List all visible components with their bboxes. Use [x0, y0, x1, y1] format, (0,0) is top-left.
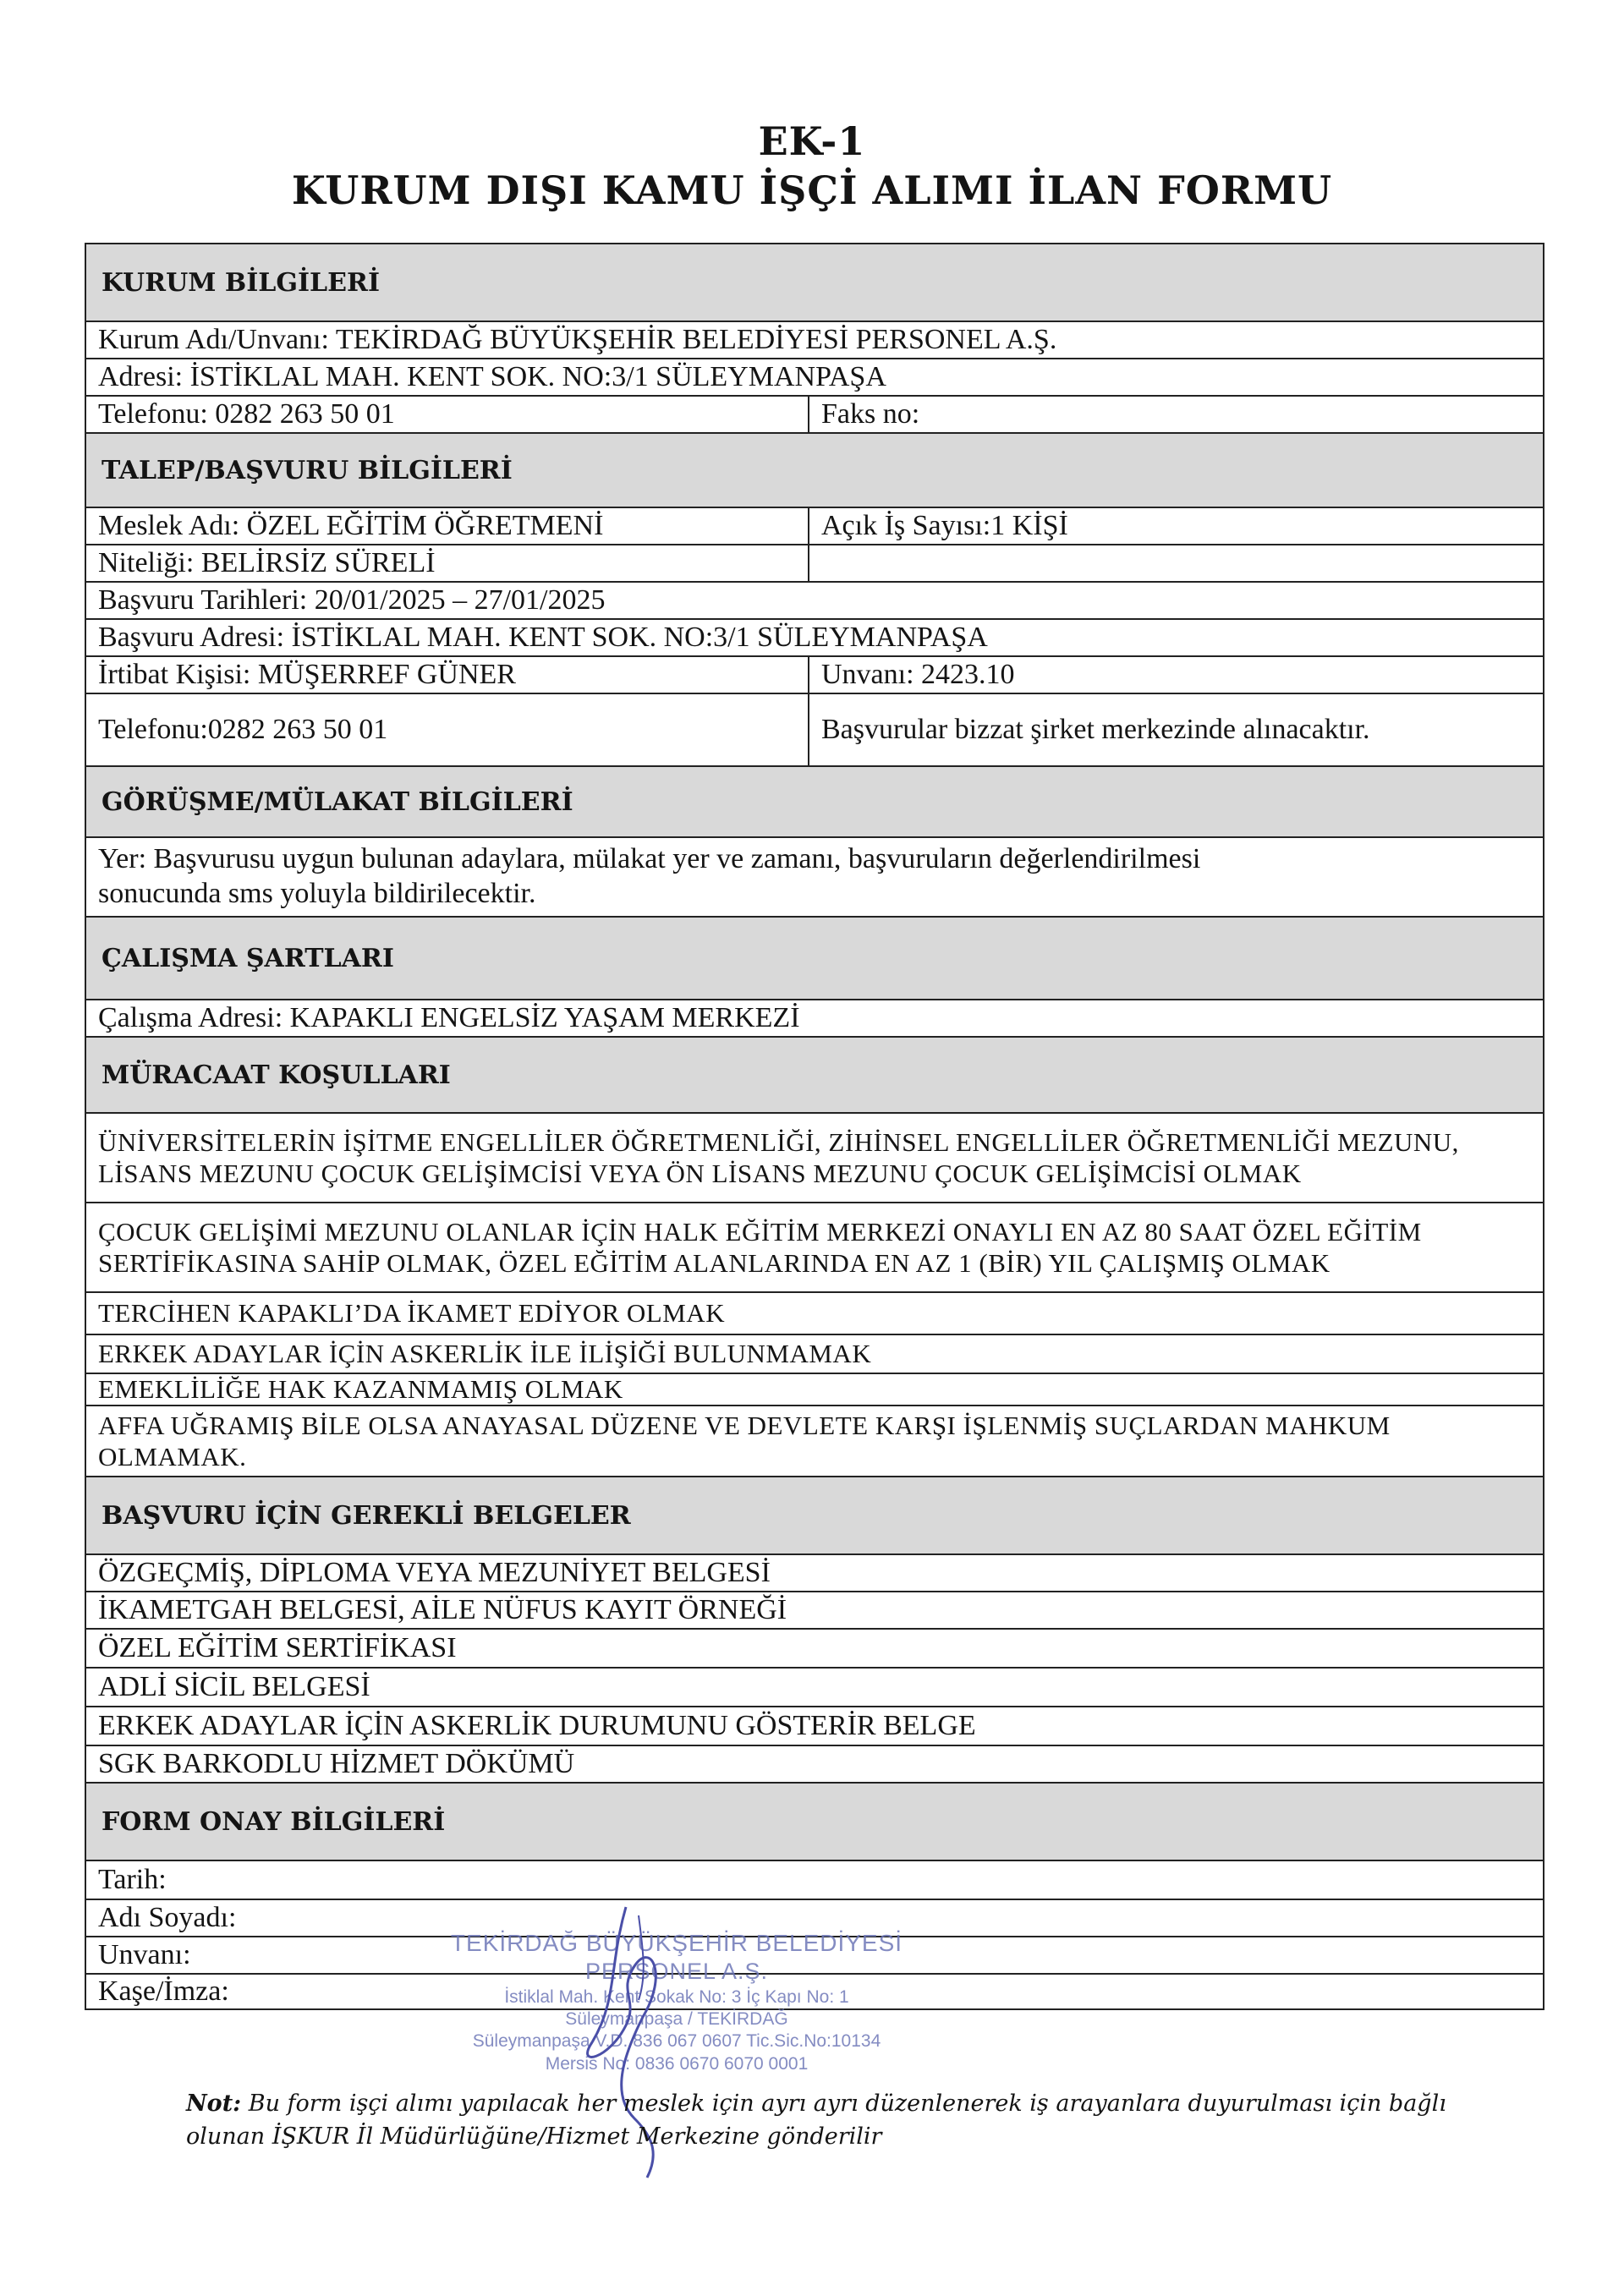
document-row	[86, 1555, 1543, 1592]
condition-row	[86, 1406, 1543, 1477]
condition-line: LİSANS MEZUNU ÇOCUK GELİŞİMCİSİ VEYA ÖN LİSANS MEZUNU ÇOCUK GELİŞİMCİSİ OLMAK	[98, 1159, 1302, 1188]
contact-person: İrtibat Kişisi: MÜŞERREF GÜNER	[86, 657, 809, 693]
stamp-line: Süleymanpaşa / TEKİRDAĞ	[565, 2009, 788, 2029]
approval-stamp-label: Kaşe/İmza:	[98, 1975, 229, 2007]
document-row	[86, 1746, 1543, 1784]
section-kurum	[86, 244, 1543, 322]
stamp-line: Mersis No: 0836 0670 6070 0001	[545, 2053, 809, 2074]
document-item: ADLİ SİCİL BELGESİ	[98, 1670, 370, 1702]
condition-item	[86, 1114, 1543, 1202]
footer-note	[186, 2087, 1506, 2153]
section-title-belgeler: BAŞVURU İÇİN GEREKLİ BELGELER	[86, 1477, 1543, 1553]
work-address: Çalışma Adresi: KAPAKLI ENGELSİZ YAŞAM MERKEZİ	[98, 1001, 800, 1033]
condition-line: SERTİFİKASINA SAHİP OLMAK, ÖZEL EĞİTİM ALANLARINDA EN AZ 1 (BİR) YIL ÇALIŞMIŞ OLMAK	[98, 1248, 1330, 1278]
row-talep-phone	[86, 694, 1543, 767]
section-calisma	[86, 918, 1543, 1000]
section-title-calisma: ÇALIŞMA ŞARTLARI	[86, 918, 1543, 999]
interview-place-line1: Yer: Başvurusu uygun bulunan adaylara, mülakat yer ve zamanı, başvuruların değerlendirilmesi	[98, 843, 1201, 875]
application-note: Başvurular bizzat şirket merkezinde alınacaktır.	[821, 713, 1370, 745]
form-title: KURUM DIŞI KAMU İŞÇİ ALIMI İLAN FORMU	[291, 167, 1333, 213]
condition-item: EMEKLİLİĞE HAK KAZANMAMIŞ OLMAK	[98, 1374, 623, 1405]
open-positions: Açık İş Sayısı:1 KİŞİ	[821, 509, 1068, 541]
section-belgeler	[86, 1477, 1543, 1555]
row-talep-dates	[86, 583, 1543, 620]
annex-label: EK-1	[758, 118, 866, 164]
condition-row	[86, 1335, 1543, 1374]
kurum-address: Adresi: İSTİKLAL MAH. KENT SOK. NO:3/1 SÜLEYMANPAŞA	[98, 360, 886, 392]
row-talep-quality	[86, 545, 1543, 583]
approval-row-date	[86, 1861, 1543, 1900]
section-title-muracaat: MÜRACAAT KOŞULLARI	[86, 1038, 1543, 1112]
condition-line: AFFA UĞRAMIŞ BİLE OLSA ANAYASAL DÜZENE VE DEVLETE KARŞI İŞLENMİŞ SUÇLARDAN MAHKUM	[98, 1410, 1391, 1440]
document-row	[86, 1592, 1543, 1630]
document-item: SGK BARKODLU HİZMET DÖKÜMÜ	[98, 1747, 575, 1779]
condition-row	[86, 1203, 1543, 1293]
condition-item: ERKEK ADAYLAR İÇİN ASKERLİK İLE İLİŞİĞİ BULUNMAMAK	[98, 1339, 872, 1369]
section-gorusme	[86, 767, 1543, 838]
approval-name-label: Adı Soyadı:	[98, 1901, 237, 1933]
condition-row	[86, 1114, 1543, 1203]
kurum-fax: Faks no:	[821, 397, 920, 430]
document-row	[86, 1707, 1543, 1746]
footer-note-text: Bu form işçi alımı yapılacak her meslek için ayrı ayrı düzenlenerek iş arayanlara duyurulması için bağlı olunan İŞKUR İl Müdürlüğüne/Hizmet Merkezine gönderilir	[186, 2091, 1446, 2151]
section-talep	[86, 434, 1543, 508]
approval-title-label: Unvanı:	[98, 1938, 191, 1970]
position-quality: Niteliği: BELİRSİZ SÜRELİ	[86, 545, 809, 581]
condition-item	[86, 1406, 1543, 1476]
row-talep-profession	[86, 508, 1543, 545]
row-talep-address	[86, 620, 1543, 657]
row-gorusme-place	[86, 838, 1543, 918]
condition-line: ÜNİVERSİTELERİN İŞİTME ENGELLİLER ÖĞRETMENLİĞİ, ZİHİNSEL ENGELLİLER ÖĞRETMENLİĞİ MEZUNU,	[98, 1126, 1459, 1157]
document-item: ÖZGEÇMİŞ, DİPLOMA VEYA MEZUNİYET BELGESİ	[98, 1556, 771, 1588]
section-title-gorusme: GÖRÜŞME/MÜLAKAT BİLGİLERİ	[86, 767, 1543, 836]
stamp-line: Süleymanpaşa V.D. 836 067 0607 Tic.Sic.No:10134	[472, 2031, 881, 2052]
condition-line: OLMAMAK.	[98, 1442, 247, 1471]
condition-row	[86, 1374, 1543, 1406]
approval-date-label: Tarih:	[98, 1863, 167, 1895]
profession: Meslek Adı: ÖZEL EĞİTİM ÖĞRETMENİ	[86, 508, 809, 544]
document-item: ERKEK ADAYLAR İÇİN ASKERLİK DURUMUNU GÖSTERİR BELGE	[98, 1709, 976, 1741]
condition-row	[86, 1293, 1543, 1335]
announcement-form	[85, 243, 1544, 2010]
document-item: İKAMETGAH BELGESİ, AİLE NÜFUS KAYIT ÖRNEĞİ	[98, 1593, 787, 1625]
kurum-name: Kurum Adı/Unvanı: TEKİRDAĞ BÜYÜKŞEHİR BELEDİYESİ PERSONEL A.Ş.	[98, 323, 1057, 355]
contact-phone: Telefonu:0282 263 50 01	[86, 694, 809, 765]
document-row	[86, 1669, 1543, 1707]
stamp-line: PERSONEL A.Ş.	[584, 1959, 769, 1984]
condition-item: TERCİHEN KAPAKLI’DA İKAMET EDİYOR OLMAK	[98, 1298, 726, 1329]
row-kurum-name	[86, 322, 1543, 359]
section-title-talep: TALEP/BAŞVURU BİLGİLERİ	[86, 434, 1543, 507]
document-row	[86, 1630, 1543, 1669]
stamp-line: İstiklal Mah. Kent Sokak No: 3 İç Kapı No: 1	[504, 1986, 849, 2007]
row-kurum-contact	[86, 397, 1543, 434]
condition-item	[86, 1203, 1543, 1291]
empty-cell	[809, 545, 1543, 581]
application-address: Başvuru Adresi: İSTİKLAL MAH. KENT SOK. NO:3/1 SÜLEYMANPAŞA	[98, 621, 988, 653]
interview-place-line2: sonucunda sms yoluyla bildirilecektir.	[98, 878, 536, 909]
row-calisma-address	[86, 1000, 1543, 1038]
application-dates: Başvuru Tarihleri: 20/01/2025 – 27/01/2025	[98, 584, 606, 616]
row-talep-contact	[86, 657, 1543, 694]
row-kurum-address	[86, 359, 1543, 397]
stamp-line: TEKİRDAĞ BÜYÜKŞEHİR BELEDİYESİ	[450, 1930, 903, 1956]
contact-title: Unvanı: 2423.10	[821, 658, 1015, 690]
footer-note-label: Not:	[186, 2091, 242, 2117]
document-item: ÖZEL EĞİTİM SERTİFİKASI	[98, 1631, 457, 1663]
section-title-onay: FORM ONAY BİLGİLERİ	[86, 1784, 1543, 1860]
section-muracaat	[86, 1038, 1543, 1114]
kurum-phone: Telefonu: 0282 263 50 01	[86, 397, 809, 432]
section-onay	[86, 1784, 1543, 1861]
condition-line: ÇOCUK GELİŞİMİ MEZUNU OLANLAR İÇİN HALK EĞİTİM MERKEZİ ONAYLI EN AZ 80 SAAT ÖZEL EĞİTİM	[98, 1216, 1422, 1247]
interview-place	[86, 838, 1543, 916]
section-title-kurum: KURUM BİLGİLERİ	[86, 244, 1543, 321]
